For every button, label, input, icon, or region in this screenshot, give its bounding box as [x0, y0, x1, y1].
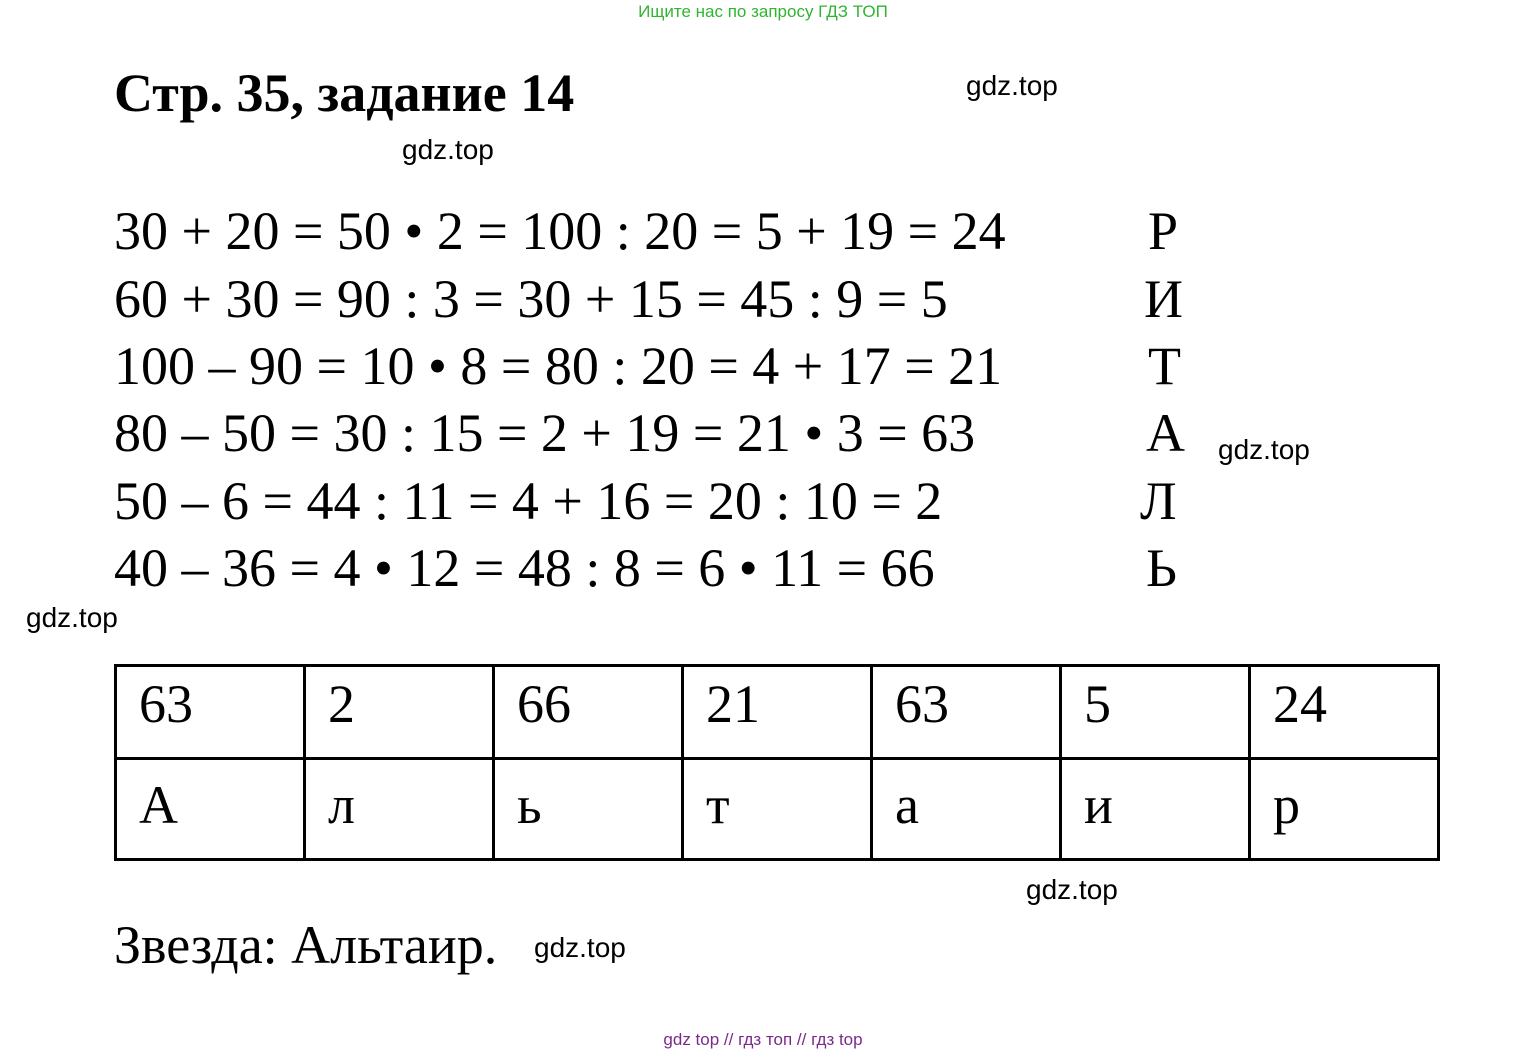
table-cell: и [1061, 759, 1250, 860]
table-cell: а [872, 759, 1061, 860]
watermark: gdz.top [402, 134, 494, 165]
table-cell: А [116, 759, 305, 860]
table-cell: 24 [1250, 666, 1439, 759]
footer-links: gdz top // гдз топ // гдз top [663, 1030, 863, 1049]
equation-letter: Р [1148, 201, 1179, 261]
table-cell: 21 [683, 666, 872, 759]
table-cell: 63 [116, 666, 305, 759]
answer-table [114, 664, 1440, 861]
equation-row: 50 – 6 = 44 : 11 = 4 + 16 = 20 : 10 = 2 [114, 471, 943, 531]
page-title: Стр. 35, задание 14 [114, 63, 575, 123]
watermark: gdz.top [534, 932, 626, 963]
watermark: gdz.top [966, 70, 1058, 101]
watermark: gdz.top [26, 602, 118, 633]
table-cell: 2 [305, 666, 494, 759]
table-cell: 66 [494, 666, 683, 759]
table-cell: р [1250, 759, 1439, 860]
equation-letter: Ь [1146, 538, 1178, 598]
equation-letter: А [1146, 403, 1185, 463]
equation-row: 80 – 50 = 30 : 15 = 2 + 19 = 21 • 3 = 63 [114, 403, 976, 463]
table-row-numbers [116, 666, 1439, 759]
equation-row: 30 + 20 = 50 • 2 = 100 : 20 = 5 + 19 = 24 [114, 201, 1006, 261]
table-cell: ь [494, 759, 683, 860]
table-row-letters [116, 759, 1439, 860]
equation-row: 100 – 90 = 10 • 8 = 80 : 20 = 4 + 17 = 21 [114, 336, 1003, 396]
equation-row: 60 + 30 = 90 : 3 = 30 + 15 = 45 : 9 = 5 [114, 269, 948, 329]
table-cell: 63 [872, 666, 1061, 759]
equation-letter: И [1144, 269, 1183, 329]
top-banner: Ищите нас по запросу ГДЗ ТОП [638, 2, 888, 21]
watermark: gdz.top [1218, 434, 1310, 465]
table-cell: 5 [1061, 666, 1250, 759]
equation-row: 40 – 36 = 4 • 12 = 48 : 8 = 6 • 11 = 66 [114, 538, 935, 598]
equation-letter: Л [1140, 471, 1177, 531]
equation-letter: Т [1148, 336, 1181, 396]
table-cell: т [683, 759, 872, 860]
final-answer: Звезда: Альтаир. [114, 915, 498, 975]
table-cell: л [305, 759, 494, 860]
watermark: gdz.top [1026, 874, 1118, 905]
